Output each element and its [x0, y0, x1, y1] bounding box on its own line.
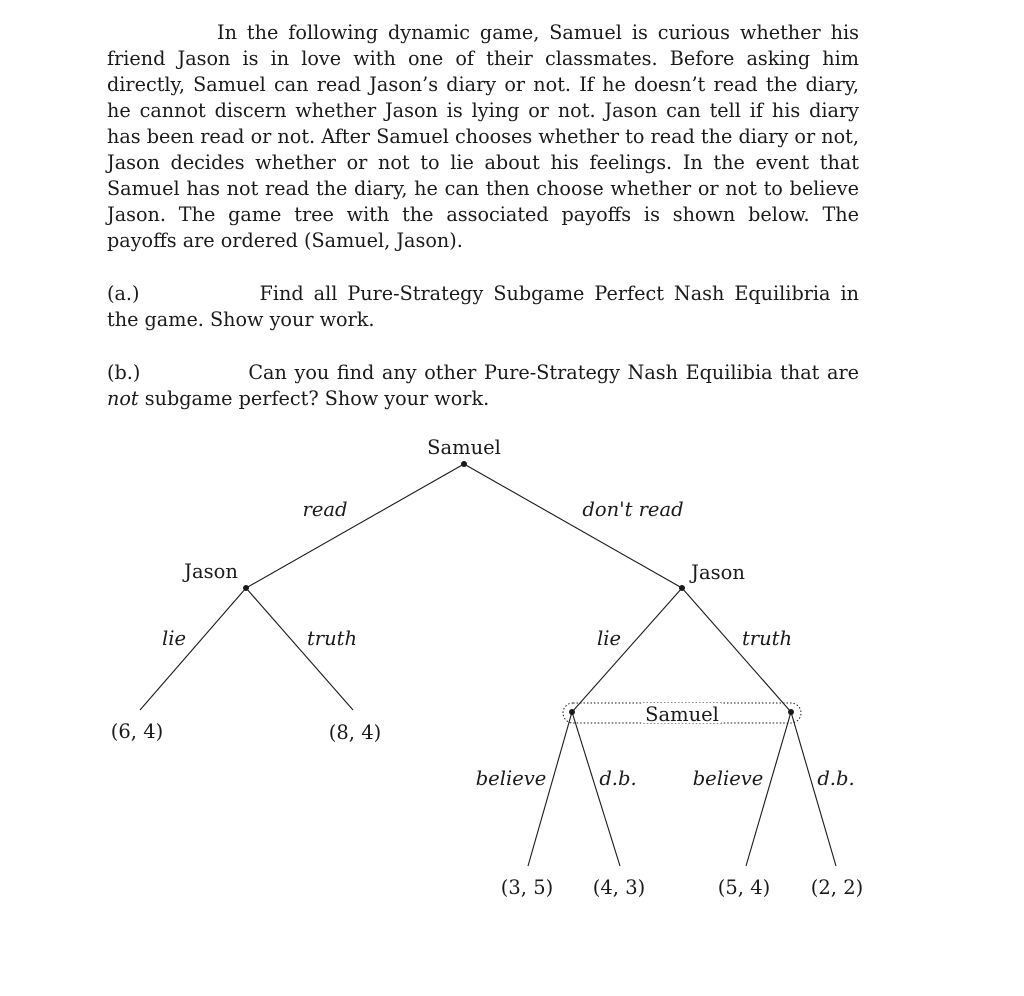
- edge-dont-read: [464, 464, 682, 588]
- problem-intro: In the following dynamic game, Samuel is curious whether his friend Jason is in love with one of their classmates. Before asking him directly, Samuel can read Jason’s diary or not. If he doesn’t read the diary, he cannot discern whether Jason is lying or not. Jason can tell if his diary has been read or not. After Samuel chooses whether to read the diary or not, Jason decides whether or not to lie about his feelings. In the event that Samuel has not read the diary, he can then choose whether or not to believe Jason. The game tree with the associated payoffs is shown below. The payoffs are ordered (Samuel, Jason).: [107, 21, 859, 252]
- part-b-emphasis: not: [107, 387, 139, 410]
- action-believe-2: believe: [692, 767, 764, 790]
- left-player-label: Jason: [184, 560, 238, 583]
- part-a-label: (a.): [107, 282, 140, 305]
- action-dont-read: don't read: [582, 498, 684, 521]
- payoff-read-truth: (8, 4): [328, 721, 382, 744]
- part-b-text-before: Can you find any other Pure-Strategy Nash Equilibia that are: [248, 361, 859, 384]
- payoff-read-lie: (6, 4): [110, 720, 164, 743]
- payoff-truth-db: (2, 2): [810, 876, 864, 899]
- root-node: [461, 461, 467, 467]
- action-db-2: d.b.: [817, 767, 855, 790]
- samuel-info-node-2: [788, 709, 794, 715]
- action-db-1: d.b.: [599, 767, 637, 790]
- edge-left-lie: [140, 588, 246, 710]
- payoff-lie-db: (4, 3): [592, 876, 646, 899]
- right-player-label: Jason: [691, 561, 745, 584]
- payoff-lie-believe: (3, 5): [500, 876, 554, 899]
- action-right-lie: lie: [596, 627, 622, 650]
- jason-right-node: [679, 585, 685, 591]
- action-left-truth: truth: [306, 627, 358, 650]
- payoff-truth-believe: (5, 4): [717, 876, 771, 899]
- edge-read: [246, 464, 464, 588]
- action-read: read: [302, 498, 348, 521]
- part-a-text: Find all Pure-Strategy Subgame Perfect Nash Equilibria in the game. Show your work.: [107, 282, 859, 331]
- jason-left-node: [243, 585, 249, 591]
- part-b-label: (b.): [107, 361, 141, 384]
- info-set-player-label: Samuel: [645, 703, 719, 726]
- edge-right-truth: [682, 588, 791, 712]
- part-b-text-after: subgame perfect? Show your work.: [144, 387, 490, 410]
- edge-right-lie: [572, 588, 682, 712]
- action-left-lie: lie: [161, 627, 187, 650]
- samuel-info-node-1: [569, 709, 575, 715]
- action-right-truth: truth: [741, 627, 793, 650]
- action-believe-1: believe: [475, 767, 547, 790]
- root-player-label: Samuel: [427, 436, 501, 459]
